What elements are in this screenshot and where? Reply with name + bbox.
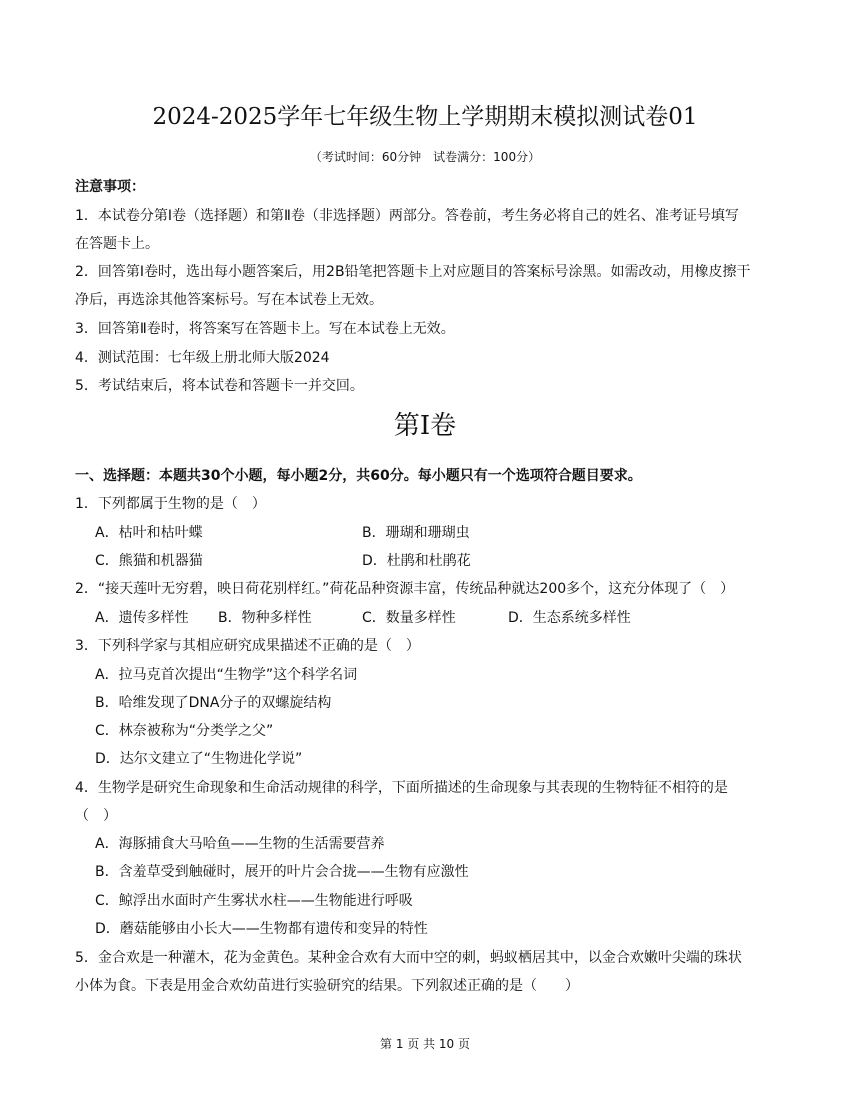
notice-line: 4．测试范围：七年级上册北师大版2024 [75,350,330,366]
page-footer: 第 1 页 共 10 页 [380,1037,470,1051]
option-a: A．遗传多样性 [95,610,189,626]
option-a: A．海豚捕食大马哈鱼——生物的生活需要营养 [95,836,385,852]
option-c: C．林奈被称为“分类学之父” [95,723,274,739]
question-stem: 4．生物学是研究生命现象和生命活动规律的科学，下面所描述的生命现象与其表现的生物特征不相符的是 [75,780,728,796]
notice-heading: 注意事项： [75,179,145,195]
option-a: A．拉马克首次提出“生物学”这个科学名词 [95,667,358,683]
option-d: D．生态系统多样性 [508,610,631,626]
exam-info: （考试时间：60分钟 试卷满分：100分） [309,150,541,164]
question-stem: 5．金合欢是一种灌木，花为金黄色。某种金合欢有大而中空的刺，蚂蚁栖居其中，以金合欢嫩叶尖端的珠状 [75,950,742,966]
question-stem-cont: （ ） [75,808,117,824]
option-d: D．蘑菇能够由小长大——生物都有遗传和变异的特性 [95,921,428,937]
page-title: 2024-2025学年七年级生物上学期期末模拟测试卷01 [152,104,698,130]
option-a: A．枯叶和枯叶蝶 [95,525,203,541]
notice-line: 5．考试结束后，将本试卷和答题卡一并交回。 [75,378,364,394]
option-b: B．含羞草受到触碰时，展开的叶片会合拢——生物有应激性 [95,864,469,880]
option-b: B．物种多样性 [218,610,312,626]
option-d: D．达尔文建立了“生物进化学说” [95,751,303,767]
notice-line: 3．回答第Ⅱ卷时，将答案写在答题卡上。写在本试卷上无效。 [75,321,455,337]
question-stem: 1．下列都属于生物的是（ ） [75,496,266,512]
section-heading: 一、选择题：本题共30个小题，每小题2分，共60分。每小题只有一个选项符合题目要求。 [75,468,642,484]
option-c: C．熊猫和机器猫 [95,553,203,569]
question-stem-cont: 小体为食。下表是用金合欢幼苗进行实验研究的结果。下列叙述正确的是（ ） [75,978,579,994]
notice-line: 净后，再选涂其他答案标号。写在本试卷上无效。 [75,292,383,308]
option-d: D．杜鹃和杜鹃花 [362,553,471,569]
option-b: B．珊瑚和珊瑚虫 [362,525,470,541]
notice-line: 1．本试卷分第Ⅰ卷（选择题）和第Ⅱ卷（非选择题）两部分。答卷前，考生务必将自己的姓名、准考证号填写 [75,208,739,224]
option-c: C．鲸浮出水面时产生雾状水柱——生物能进行呼吸 [95,893,413,909]
option-b: B．哈维发现了DNA分子的双螺旋结构 [95,695,332,711]
option-c: C．数量多样性 [362,610,456,626]
question-stem: 2．“接天莲叶无穷碧，映日荷花别样红。”荷花品种资源丰富，传统品种就达200多个，这充分体现了（ ） [75,581,735,597]
notice-line: 2．回答第Ⅰ卷时，选出每小题答案后，用2B铅笔把答题卡上对应题目的答案标号涂黑。如需改动，用橡皮擦干 [75,264,751,280]
volume-title: 第Ⅰ卷 [393,411,457,441]
question-stem: 3．下列科学家与其相应研究成果描述不正确的是（ ） [75,638,420,654]
notice-line: 在答题卡上。 [75,236,159,252]
